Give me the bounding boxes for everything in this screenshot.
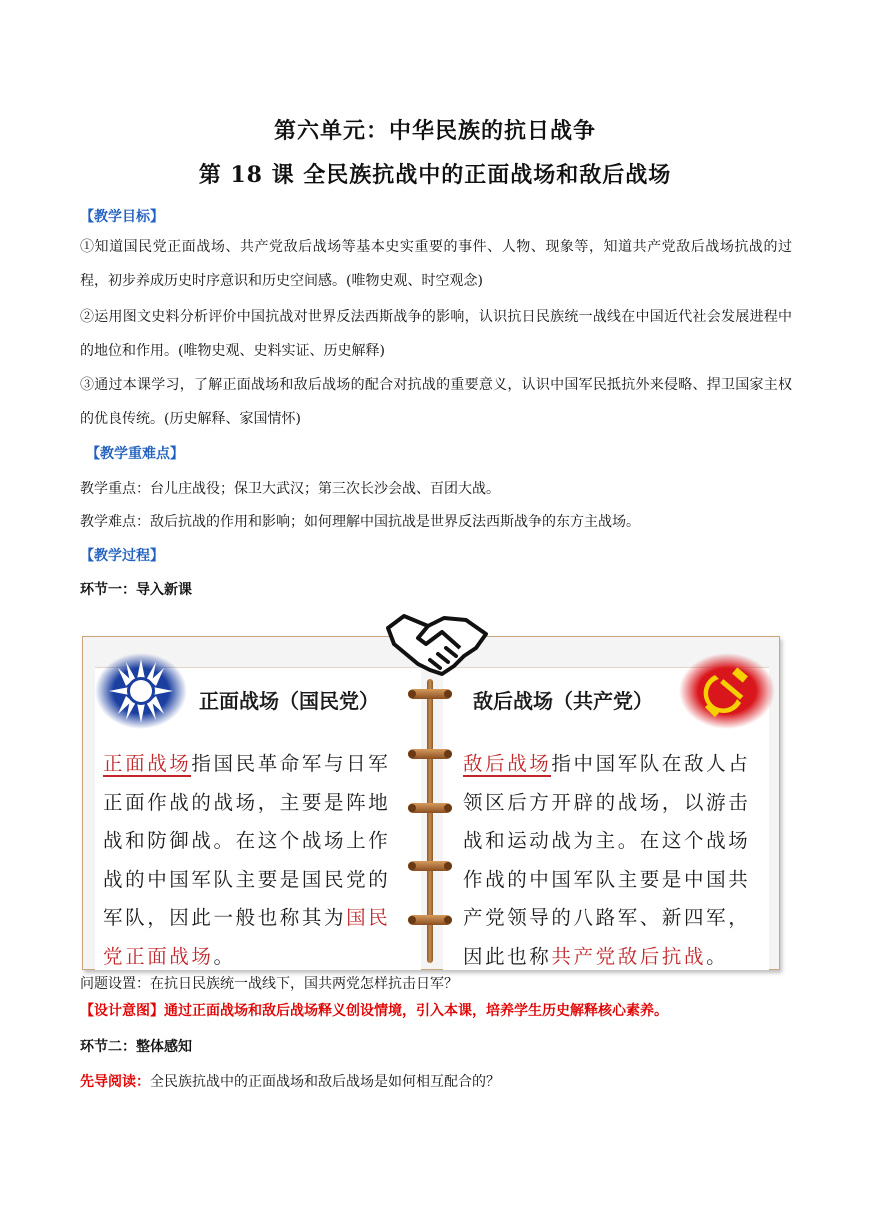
left-term: 正面战场 xyxy=(103,752,192,775)
pre-read-label: 先导阅读： xyxy=(80,1074,150,1090)
binder-ring xyxy=(408,749,452,759)
battlefield-card xyxy=(82,636,780,970)
lesson-title: 第 18 课 全民族抗战中的正面战场和敌后战场 xyxy=(198,162,672,188)
pre-reading xyxy=(80,1072,500,1092)
right-term: 敌后战场 xyxy=(463,752,552,775)
step-1-label: 环节一：导入新课 xyxy=(80,582,192,598)
binder-ring xyxy=(408,915,452,925)
goal-item-3: ③通过本课学习，了解正面战场和敌后战场的配合对抗战的重要意义，认识中国军民抵抗外来侵略、捍卫国家主权的优良传统。(历史解释、家国情怀) xyxy=(80,377,792,427)
design-intent: 【设计意图】通过正面战场和敌后战场释义创设情境，引入本课，培养学生历史解释核心素养。 xyxy=(80,1003,668,1019)
left-panel-title: 正面战场（国民党） xyxy=(199,689,379,713)
right-highlight: 共产党敌后抗战 xyxy=(551,944,707,968)
binder-ring xyxy=(408,689,452,699)
goal-item-1: ①知道国民党正面战场、共产党敌后战场等基本史实重要的事件、人物、现象等，知道共产党敌后战场抗战的过程，初步养成历史时序意识和历史空间感。(唯物史观、时空观念) xyxy=(80,239,792,289)
teaching-difficulty: 教学难点：敌后抗战的作用和影响；如何理解中国抗战是世界反法西斯战争的东方主战场。 xyxy=(80,514,640,530)
left-highlight: 国民党正面战场 xyxy=(103,906,391,968)
unit-title: 第六单元：中华民族的抗日战争 xyxy=(273,118,596,144)
binder-ring xyxy=(408,861,452,871)
goals-heading: 【教学目标】 xyxy=(80,209,164,225)
teaching-focus: 教学重点：台儿庄战役；保卫大武汉；第三次长沙会战、百团大战。 xyxy=(80,481,500,497)
key-points-heading: 【教学重难点】 xyxy=(86,446,184,462)
question-setting: 问题设置：在抗日民族统一战线下，国共两党怎样抗击日军？ xyxy=(80,976,458,992)
right-panel-text: 敌后战场指中国军队在敌人占领区后方开辟的战场，以游击战和运动战为主。在这个战场作战的中国军队主要是中国共产党领导的八路军、新四军，因此也称共产党敌后抗战。 xyxy=(463,752,751,968)
binder-ring xyxy=(408,803,452,813)
right-panel-title: 敌后战场（共产党） xyxy=(473,689,653,713)
hammer-sickle-icon xyxy=(679,653,775,729)
pre-read-text: 全民族抗战中的正面战场和敌后战场是如何相互配合的？ xyxy=(150,1074,500,1090)
process-heading: 【教学过程】 xyxy=(80,548,164,564)
blue-sky-white-sun-icon xyxy=(95,653,187,729)
handshake-icon xyxy=(384,608,490,680)
left-panel-text: 正面战场指国民革命军与日军正面作战的战场，主要是阵地战和防御战。在这个战场上作战的中国军队主要是国民党的军队，因此一般也称其为国民党正面战场。 xyxy=(103,752,391,968)
goal-item-2: ②运用图文史料分析评价中国抗战对世界反法西斯战争的影响，认识抗日民族统一战线在中国近代社会发展进程中的地位和作用。(唯物史观、史料实证、历史解释) xyxy=(80,309,792,359)
step-2-label: 环节二：整体感知 xyxy=(80,1039,192,1055)
